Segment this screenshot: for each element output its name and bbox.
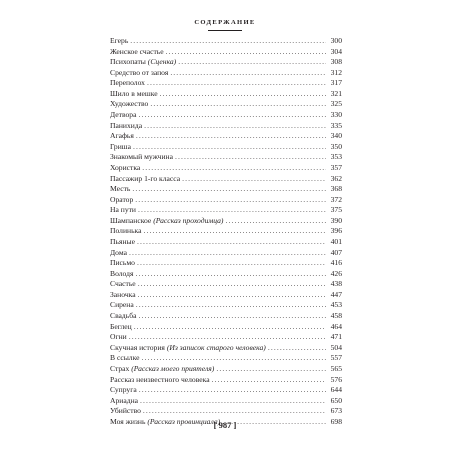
dot-leader <box>142 163 326 174</box>
entry-title <box>110 121 142 132</box>
dot-leader <box>137 258 326 269</box>
toc-entry[interactable] <box>110 131 342 142</box>
toc-entry[interactable] <box>110 142 342 153</box>
dot-leader <box>137 237 326 248</box>
entry-title <box>110 195 133 206</box>
entry-title-text: Егерь <box>110 36 129 45</box>
entry-page-number: 407 <box>330 247 342 257</box>
toc-entry[interactable] <box>110 406 342 417</box>
dot-leader <box>140 396 326 407</box>
entry-title-text: Художество <box>110 99 149 109</box>
dot-leader <box>147 78 326 89</box>
dot-leader <box>182 174 326 185</box>
entry-title-text: Хористка <box>110 162 141 172</box>
toc-entry[interactable] <box>110 68 342 79</box>
toc-entry[interactable] <box>110 322 342 333</box>
dot-leader <box>144 121 326 132</box>
entry-title-text: Месть <box>110 184 131 194</box>
entry-title-text: Беглец <box>110 321 132 331</box>
toc-entry[interactable] <box>110 205 342 216</box>
dot-leader <box>136 300 326 311</box>
entry-title <box>110 406 141 417</box>
entry-title-text: Письмо <box>110 258 135 268</box>
dot-leader <box>170 68 326 79</box>
entry-title-text: Свадьба <box>110 311 137 321</box>
toc-entry[interactable] <box>110 36 342 47</box>
entry-title-text: Убийство <box>110 406 141 416</box>
toc-entry[interactable] <box>110 110 342 121</box>
toc-entry[interactable] <box>110 174 342 185</box>
header-rule <box>208 30 242 31</box>
entry-title-text: Володя <box>110 268 134 278</box>
entry-subtitle: (Сценка) <box>147 57 177 67</box>
dot-leader <box>216 364 326 375</box>
entry-title <box>110 311 136 322</box>
entry-page-number: 673 <box>330 406 342 416</box>
toc-entry[interactable] <box>110 311 342 322</box>
entry-page-number: 426 <box>330 268 342 278</box>
dot-leader <box>136 131 326 142</box>
dot-leader <box>138 311 326 322</box>
dot-leader <box>134 322 326 333</box>
entry-page-number: 438 <box>330 279 342 289</box>
entry-title <box>110 68 168 79</box>
entry-title <box>110 375 210 386</box>
toc-entry[interactable] <box>110 184 342 195</box>
entry-title-text: Дома <box>110 247 127 257</box>
entry-page-number: 565 <box>330 363 342 373</box>
dot-leader <box>129 248 326 259</box>
entry-title <box>110 279 136 290</box>
entry-page-number: 372 <box>330 194 342 204</box>
dot-leader <box>138 110 326 121</box>
entry-title-text: Гриша <box>110 141 131 151</box>
entry-title-text: Шампанское <box>110 215 152 225</box>
toc-entry[interactable] <box>110 237 342 248</box>
entry-title-text: Шило в мешке <box>110 88 158 98</box>
dot-leader <box>150 99 326 110</box>
entry-page-number: 362 <box>330 173 342 183</box>
toc-entry[interactable] <box>110 375 342 386</box>
entry-page-number: 447 <box>330 289 342 299</box>
page-header <box>0 19 450 31</box>
entry-page-number: 396 <box>330 226 342 236</box>
entry-title-text: Счастье <box>110 279 136 289</box>
entry-page-number: 304 <box>330 46 342 56</box>
entry-title-text: Знакомый мужчина <box>110 152 173 162</box>
dot-leader <box>143 406 326 417</box>
entry-title <box>110 353 139 364</box>
dot-leader <box>133 142 326 153</box>
entry-title-text: Средство от запоя <box>110 67 169 77</box>
entry-page-number: 340 <box>330 131 342 141</box>
entry-title <box>110 216 223 227</box>
dot-leader <box>225 216 326 227</box>
entry-page-number: 375 <box>330 205 342 215</box>
entry-title <box>110 269 134 280</box>
entry-title <box>110 290 136 301</box>
entry-title <box>110 47 164 58</box>
entry-title-text: Супруга <box>110 385 137 395</box>
entry-title <box>110 237 135 248</box>
entry-title <box>110 99 148 110</box>
toc-entry[interactable] <box>110 279 342 290</box>
dot-leader <box>138 279 326 290</box>
entry-title <box>110 364 214 375</box>
entry-page-number: 390 <box>330 215 342 225</box>
entry-title <box>110 248 127 259</box>
dot-leader <box>132 184 326 195</box>
entry-title <box>110 205 136 216</box>
dot-leader <box>138 205 326 216</box>
entry-page-number: 300 <box>330 36 342 45</box>
entry-page-number: 312 <box>330 67 342 77</box>
dot-leader <box>139 385 326 396</box>
dot-leader <box>144 226 326 237</box>
page-number: [ 987 ] <box>213 420 237 430</box>
toc-entry[interactable] <box>110 47 342 58</box>
entry-title <box>110 343 266 354</box>
toc-entry[interactable] <box>110 248 342 259</box>
entry-page-number: 453 <box>330 300 342 310</box>
entry-page-number: 650 <box>330 395 342 405</box>
entry-title <box>110 163 140 174</box>
entry-page-number: 464 <box>330 321 342 331</box>
entry-title-text: Заночка <box>110 289 136 299</box>
table-of-contents <box>110 36 342 427</box>
entry-title <box>110 131 134 142</box>
section-title: СОДЕРЖАНИЕ <box>194 19 256 26</box>
toc-entry[interactable] <box>110 353 342 364</box>
entry-title <box>110 226 142 237</box>
toc-entry[interactable] <box>110 57 342 68</box>
entry-title-text: Огни <box>110 332 127 342</box>
entry-page-number: 317 <box>330 78 342 88</box>
entry-title-text: Панихида <box>110 120 143 130</box>
entry-title <box>110 110 136 121</box>
dot-leader <box>175 152 326 163</box>
entry-title-text: Пассажир 1-го класса <box>110 173 181 183</box>
toc-entry[interactable] <box>110 396 342 407</box>
dot-leader <box>141 353 326 364</box>
entry-page-number: 504 <box>330 342 342 352</box>
entry-title <box>110 152 173 163</box>
entry-title <box>110 78 145 89</box>
toc-entry[interactable] <box>110 385 342 396</box>
dot-leader <box>160 89 326 100</box>
entry-title <box>110 385 137 396</box>
dot-leader <box>129 332 326 343</box>
dot-leader <box>212 375 326 386</box>
entry-page-number: 471 <box>330 332 342 342</box>
entry-page-number: 698 <box>330 416 342 426</box>
entry-page-number: 308 <box>330 57 342 67</box>
entry-page-number: 458 <box>330 311 342 321</box>
dot-leader <box>135 195 326 206</box>
entry-title <box>110 300 134 311</box>
dot-leader <box>136 269 327 280</box>
entry-page-number: 576 <box>330 374 342 384</box>
toc-entry[interactable] <box>110 78 342 89</box>
entry-title-text: Переполох <box>110 78 145 88</box>
entry-page-number: 350 <box>330 141 342 151</box>
entry-title-text: Оратор <box>110 194 134 204</box>
entry-title-text: Скучная история <box>110 342 165 352</box>
entry-title <box>110 332 127 343</box>
dot-leader <box>268 343 326 354</box>
entry-subtitle: (Рассказ проходимца) <box>153 215 224 225</box>
entry-page-number: 335 <box>330 120 342 130</box>
toc-entry[interactable] <box>110 89 342 100</box>
entry-subtitle: (Рассказ моего приятеля) <box>131 363 215 373</box>
toc-entry[interactable] <box>110 226 342 237</box>
toc-entry[interactable] <box>110 300 342 311</box>
dot-leader <box>130 36 326 47</box>
entry-title <box>110 258 135 269</box>
toc-entry[interactable] <box>110 163 342 174</box>
entry-title-text: Агафья <box>110 131 134 141</box>
entry-page-number: 330 <box>330 110 342 120</box>
entry-title-text: Сирена <box>110 300 134 310</box>
entry-title-text: Женское счастье <box>110 46 164 56</box>
toc-entry[interactable] <box>110 364 342 375</box>
entry-title-text: В ссылке <box>110 353 140 363</box>
dot-leader <box>138 290 326 301</box>
toc-entry[interactable] <box>110 258 342 269</box>
entry-title-text: Детвора <box>110 110 137 120</box>
toc-entry[interactable] <box>110 216 342 227</box>
entry-title-text: Страх <box>110 363 130 373</box>
entry-title-text: Ариадна <box>110 395 139 405</box>
entry-page-number: 368 <box>330 184 342 194</box>
toc-entry[interactable] <box>110 269 342 280</box>
toc-entry[interactable] <box>110 99 342 110</box>
toc-entry[interactable] <box>110 195 342 206</box>
entry-title-text: Полинька <box>110 226 142 236</box>
entry-title <box>110 36 128 47</box>
entry-title <box>110 322 132 333</box>
dot-leader <box>166 47 326 58</box>
toc-entry[interactable] <box>110 343 342 354</box>
entry-page-number: 401 <box>330 236 342 246</box>
toc-entry[interactable] <box>110 332 342 343</box>
entry-title <box>110 89 158 100</box>
entry-subtitle: (Из записок старого человека) <box>166 342 266 352</box>
entry-page-number: 644 <box>330 385 342 395</box>
toc-entry[interactable] <box>110 121 342 132</box>
entry-page-number: 557 <box>330 353 342 363</box>
entry-title-text: На пути <box>110 205 136 215</box>
entry-page-number: 416 <box>330 258 342 268</box>
entry-title-text: Рассказ неизвестного человека <box>110 374 210 384</box>
entry-subtitle: (Рассказ провинциала) <box>147 416 221 426</box>
entry-title <box>110 174 180 185</box>
entry-title-text: Моя жизнь <box>110 416 146 426</box>
entry-page-number: 325 <box>330 99 342 109</box>
entry-page-number: 353 <box>330 152 342 162</box>
entry-title-text: Психопаты <box>110 57 146 67</box>
toc-entry[interactable] <box>110 152 342 163</box>
entry-title-text: Пьяные <box>110 236 135 246</box>
dot-leader <box>178 57 326 68</box>
entry-title <box>110 184 130 195</box>
entry-title <box>110 396 138 407</box>
entry-title <box>110 142 131 153</box>
entry-page-number: 321 <box>330 88 342 98</box>
toc-entry[interactable] <box>110 290 342 301</box>
entry-title <box>110 57 176 68</box>
entry-page-number: 357 <box>330 162 342 172</box>
